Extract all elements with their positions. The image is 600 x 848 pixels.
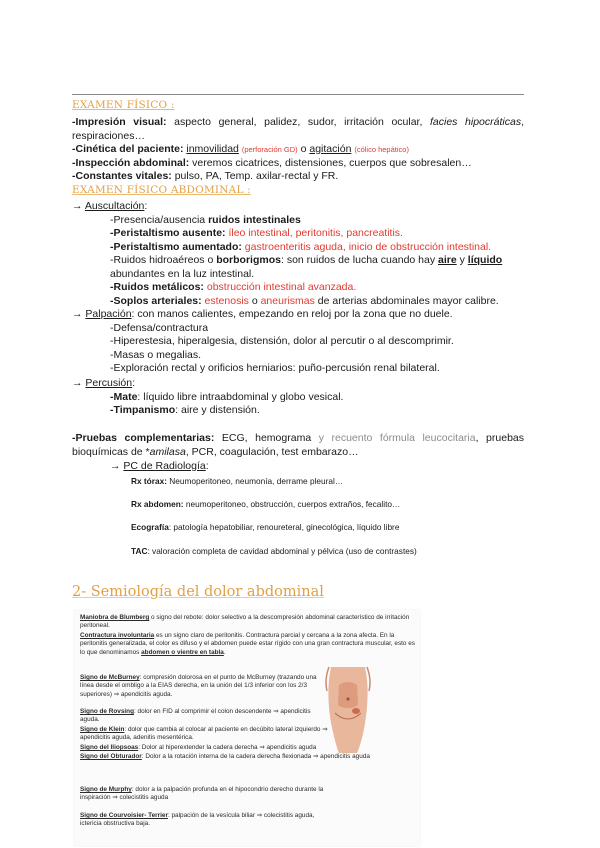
list-item: -Masas o megalias. — [110, 348, 202, 361]
exam-general-section — [72, 116, 524, 184]
auscultacion-title: → Auscultación: — [72, 200, 148, 212]
arrow-icon: → — [72, 377, 86, 389]
box-item-murphy: Signo de Murphy: dolor a la palpación profunda en el hipocondrio derecho durante la inspiración ⇒ colecistitis aguda — [80, 786, 324, 802]
box-item-rovsing: Signo de Rovsing: dolor en FID al comprimir el colon descendente ⇒ apendicitis aguda. — [80, 708, 311, 724]
list-item: -Hiperestesia, hiperalgesia, distensión, dolor al percutir o al descomprimir. — [110, 335, 454, 347]
box-item-obturador: Signo del Obturador: Dolor a la rotación interna de la cadera derecha flexionada ⇒ apendicitis aguda — [80, 753, 370, 760]
box-item-blumberg: Maniobra de Blumberg o signo del rebote: dolor selectivo a la descompresión abdominal característico de irritación peritoneal. — [80, 614, 410, 630]
box-item-mcburney: Signo de McBurney: compresión dolorosa en el punto de McBurney (trazando una línea desde el ombligo a la EIAS derecha, en la unión del 1/3 inferior con los 2/3 superiores) ⇒ apendicitis aguda. — [80, 674, 317, 698]
list-item: -Mate: líquido libre intraabdominal y globo vesical. — [110, 390, 344, 403]
percusion-section — [72, 377, 528, 418]
exam-line-inspeccion: -Inspección abdominal: veremos cicatrices, distensiones, cuerpos que sobresalen… — [72, 156, 472, 169]
heading-text: EXAMEN FÍSICO ABDOMINAL : — [72, 184, 251, 196]
palpacion-title: → Palpación: con manos calientes, empezando en reloj por la zona que no duele. — [72, 308, 453, 320]
radio-item-rx-abdomen: Rx abdomen: neumoperitoneo, obstrucción, cuerpos extraños, fecalito… — [131, 499, 401, 509]
list-item: -Presencia/ausencia ruidos intestinales — [110, 213, 301, 226]
exam-line-impresion: -Impresión visual: aspecto general, palidez, sudor, irritación ocular, facies hipocráticas, respiraciones… — [72, 116, 524, 142]
exam-line-cinetica: -Cinética del paciente: inmovilidad (perforación GD) o agitación (cólico hepático) — [72, 143, 409, 155]
heading-examen-abdominal — [72, 184, 251, 198]
torso-shape — [328, 667, 367, 753]
heading-examen-fisico — [72, 99, 175, 113]
list-item: -Peristaltismo ausente: íleo intestinal, peritonitis, pancreatitis. — [110, 227, 403, 239]
heading-text: EXAMEN FÍSICO : — [72, 99, 175, 111]
abdomen-region — [338, 682, 358, 708]
list-item: -Timpanismo: aire y distensión. — [110, 404, 260, 416]
palpacion-section — [72, 308, 528, 376]
arrow-icon: → — [72, 308, 86, 320]
box-item-contractura: Contractura involuntaria es un signo claro de peritonitis. Contractura parcial y cercana a la zona afecta. En la peritonitis generalizada, el color es difuso y el abdomen puede estar rígido con una gran contractura muscular, esto es lo que denominamos abdomen o vientre en tabla. — [80, 632, 415, 656]
list-item: -Defensa/contractura — [110, 321, 209, 334]
list-item-continuation: abundantes en la luz intestinal. — [110, 267, 255, 280]
arrow-icon: → — [110, 460, 124, 472]
list-item: -Ruidos metálicos: obstrucción intestinal avanzada. — [110, 281, 357, 293]
list-item: -Exploración rectal y orificios herniarios: puño-percusión renal bilateral. — [110, 362, 440, 374]
radio-item-ecografia: Ecografía: patología hepatobiliar, renoureteral, ginecológica, líquido libre — [131, 522, 400, 532]
box-item-courvoisier: Signo de Courvoisier- Terrier: palpación de la vesícula biliar ⇒ colecistitis aguda, ictericia obstructiva baja. — [80, 812, 315, 828]
box-item-iliopsoas: Signo del Iliopsoas: Dolor al hiperextender la cadera derecha ⇒ apendicitis aguda — [80, 744, 317, 751]
percusion-title: → Percusión: — [72, 377, 136, 389]
exam-line-constantes: -Constantes vitales: pulso, PA, Temp. axilar-rectal y FR. — [72, 170, 339, 182]
arrow-icon: → — [72, 200, 85, 212]
list-item: -Ruidos hidroaéreos o borborigmos: son ruidos de lucha cuando hay aire y líquido — [110, 254, 503, 266]
abdomen-illustration — [325, 665, 371, 753]
top-divider — [72, 94, 524, 95]
list-item: -Soplos arteriales: estenosis o aneurismas de arterias abdominales mayor calibre. — [110, 294, 499, 307]
list-item: -Peristaltismo aumentado: gastroenteritis aguda, inicio de obstrucción intestinal. — [110, 240, 492, 253]
radio-item-tac: TAC: valoración completa de cavidad abdominal y pélvica (uso de contrastes) — [131, 546, 417, 556]
auscultacion-section — [72, 200, 528, 308]
mcburney-point — [352, 708, 360, 714]
radiologia-title: → PC de Radiología: — [110, 460, 209, 472]
umbilicus — [346, 697, 349, 700]
box-item-klein: Signo de Klein: dolor que cambia al colocar al paciente en decúbito lateral izquierdo ⇒ apendicitis aguda, adenitis mesentérica. — [80, 726, 328, 742]
section-2-heading: 2- Semiología del dolor abdominal — [72, 584, 324, 600]
pruebas-section: -Pruebas complementarias: ECG, hemograma y recuento fórmula leucocitaria, pruebas bioquímicas de *amilasa, PCR, coagulación, test embarazo… — [72, 432, 525, 458]
radio-item-rx-torax: Rx tórax: Neumoperitoneo, neumonía, derrame pleural… — [131, 476, 344, 486]
